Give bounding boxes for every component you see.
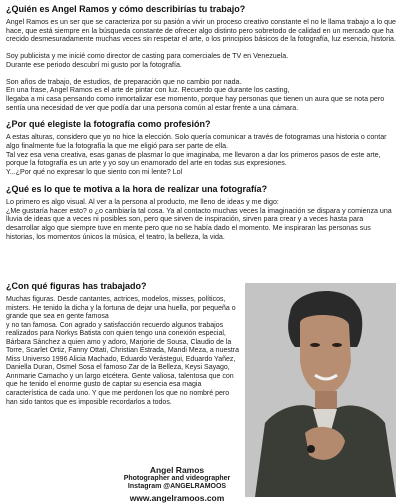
signature-name: Angel Ramos [149,465,205,475]
interview-text [6,4,396,248]
signature-block [112,465,242,491]
figures-section [6,281,396,503]
answer-paragraph: Son años de trabajo, de estudios, de preparación que no cambio por nada. En una frase, Angel Ramos es el arte de pintar con luz. Recuerdo que durante los casting, llegaba a mi casa pensando como inmortalizar ese momento, porque hay personas que tienen un aura que se nota pero sentía una necesidad de ver que podía dar una persona común al estar frente a una cámara. [6,77,385,112]
answer-paragraph: Muchas figuras. Desde cantantes, actrices, modelos, misses, políticos, misters. He tenido la dicha y la fortuna de dejar una huella, por pequeña o grande que sea en gente famosa y no tan famosa. Con agrado y satisfacción recuerdo algunos trabajos realizados para Norkys Batista con quien tengo una conexión especial, Bárbara Sánchez a quien amo y adoro, Marjorie de Sousa, Claudio de la Torre, Scarlet Ortiz, Fanny Ottati, Christian Estrada, Mandi Meza, a nuestra Miss Universo 1996 Alicia Machado, Eduardo Verástegui, Eduardo Yañez, Daniella Duran, Osmel Sosa el famoso Zar de la Belleza, Keysi Sayago, Annmarie Camacho y un largo etcétera. Gente valiosa, talentosa que con que he tenido el enorme gusto de captar su esencia esa magia característica de cada uno. Y que me perdonen los que no nombré pero han sido tantos que es imposible recordarlos a todos. [6,296,240,406]
answer-paragraph: Lo primero es algo visual. Al ver a la persona al producto, me lleno de ideas y me digo: ¿Me gustaría hacer esto? o ¿o cambiaría tal cosa. Ya al contacto muchas veces la imaginación se dispara y comienza una lluvia de ideas que a veces ni posibles son, pero que sirven de inspiración, sirven para crear y a veces hasta para desarrollar algo que siempre tuve en mente pero que no se había dado el momento. Me inspiraran las personas sus historias, los momentos únicos la música, el teatro, la belleza, la vida. [6,197,392,241]
question-heading: ¿Con qué figuras has trabajado? [6,281,147,291]
portrait-photo [245,283,396,497]
section-2 [6,119,396,177]
portrait-photo-icon [245,283,396,497]
question-heading: ¿Quién es Angel Ramos y cómo describirías tu trabajo? [6,4,246,14]
answer-paragraph: A estas alturas, considero que yo no hice la elección. Solo quería comunicar a través de fotogramas una historia o contar algo finalmente fue la fotografía la que me eligió para ser parte de ella. Tal vez esa vena creativa, esas ganas de plasmar lo que imaginaba, me llevaron a dar los primeros pasos de este arte, porque la fotografía es un arte y yo soy un enamorado del arte en todas sus expresiones. Y...¿Por qué no expresar lo que siento con mi lente? Lol [6,133,387,177]
question-heading: ¿Qué es lo que te motiva a la hora de realizar una fotografía? [6,183,268,194]
answer-paragraph: Soy publicista y me inicié como director de casting para comerciales de TV en Venezuela. Durante ese periodo descubrí mi gusto por la fotografía. [6,52,289,69]
section-1 [6,4,396,112]
signature-role: Photographer and videographer [123,475,231,482]
signature-instagram[interactable]: Instagram @ANGELRAMOOS [127,483,227,490]
figures-text [6,296,242,407]
website-link[interactable]: www.angelramoos.com [129,493,225,503]
question-heading: ¿Por qué elegiste la fotografía como profesión? [6,119,211,130]
section-3 [6,184,396,242]
answer-paragraph: Angel Ramos es un ser que se caracteriza por su pasión a vivir un proceso creativo constante el no le llama trabajo a lo que hace, que está siempre en la búsqueda constante de ofrecer algo distinto pero sobretodo de calidad en un mercado que ha crecido desmesuradamente muchas veces sin respetar el arte, o los principios básicos de la fotografía, luz esencia, historia. [6,18,396,44]
